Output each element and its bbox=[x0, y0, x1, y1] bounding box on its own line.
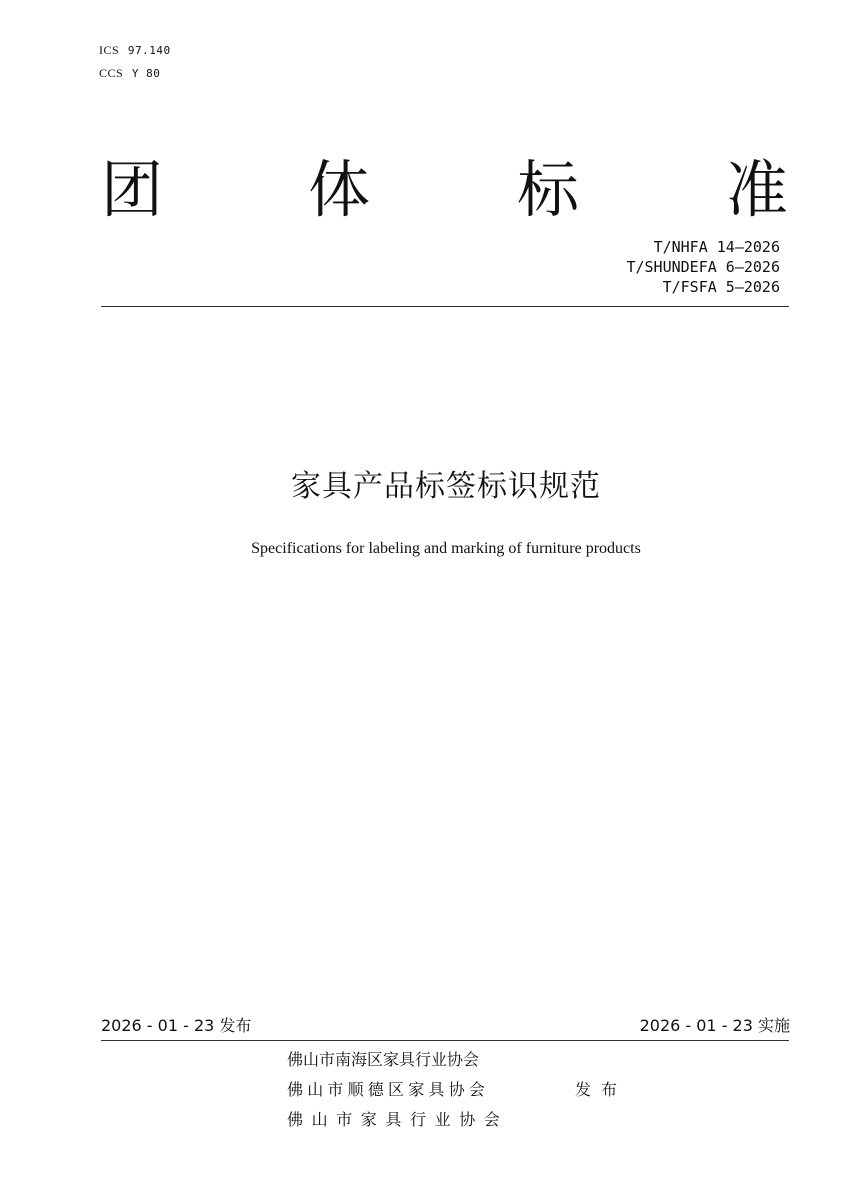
issuer-org: 佛山市家具行业协会 bbox=[287, 1110, 509, 1129]
standard-numbers bbox=[626, 237, 780, 297]
standard-type-char-4: 准 bbox=[726, 153, 789, 226]
document-title-cn: 家具产品标签标识规范 bbox=[291, 469, 601, 504]
standard-type-char-3: 标 bbox=[517, 153, 580, 226]
publish-label: 发布 bbox=[575, 1080, 628, 1099]
footer-divider bbox=[101, 1040, 789, 1041]
issue-date: 2026 - 01 - 23 发布 bbox=[101, 1016, 252, 1035]
issuer-org: 佛山市南海区家具行业协会 bbox=[287, 1050, 480, 1069]
standard-type-char-1: 团 bbox=[101, 153, 164, 226]
document-title-en: Specifications for labeling and marking of furniture products bbox=[251, 540, 641, 557]
ccs-label: CCS bbox=[99, 66, 124, 80]
standard-type-char-2: 体 bbox=[308, 153, 371, 226]
implement-date: 2026 - 01 - 23 实施 bbox=[639, 1016, 790, 1035]
ccs-code bbox=[99, 66, 160, 81]
ics-label: ICS bbox=[99, 43, 120, 57]
ics-code bbox=[99, 43, 171, 58]
issuer-org: 佛山市顺德区家具协会 bbox=[287, 1080, 490, 1099]
ccs-value: Y 80 bbox=[131, 67, 161, 80]
header-divider bbox=[101, 306, 789, 307]
standard-number: T/FSFA 5—2026 bbox=[662, 278, 780, 296]
standard-number: T/SHUNDEFA 6—2026 bbox=[626, 258, 780, 276]
standard-number: T/NHFA 14—2026 bbox=[653, 238, 780, 256]
ics-value: 97.140 bbox=[127, 44, 171, 57]
